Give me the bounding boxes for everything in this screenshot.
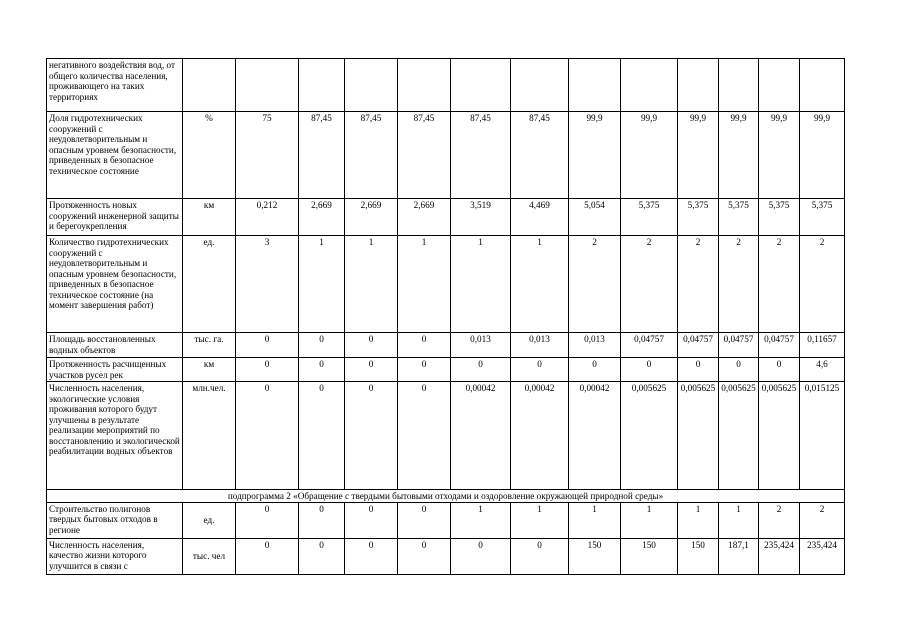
value-cell: 0,04757 xyxy=(621,333,678,358)
value-cell: 1 xyxy=(569,502,621,538)
indicator-unit: % xyxy=(183,112,236,199)
value-cell: 5,054 xyxy=(569,199,621,236)
value-cell: 0 xyxy=(299,358,345,382)
value-cell: 0,005625 xyxy=(621,382,678,490)
value-cell: 0 xyxy=(236,358,299,382)
value-cell: 0,005625 xyxy=(678,382,719,490)
value-cell: 0 xyxy=(759,358,800,382)
indicator-unit: ед. xyxy=(183,502,236,538)
value-cell xyxy=(569,59,621,112)
table-row xyxy=(47,236,845,333)
value-cell: 187,1 xyxy=(719,538,759,574)
value-cell: 87,45 xyxy=(451,112,511,199)
value-cell xyxy=(451,59,511,112)
value-cell: 0 xyxy=(236,333,299,358)
value-cell: 99,9 xyxy=(800,112,845,199)
value-cell: 0 xyxy=(299,502,345,538)
value-cell: 99,9 xyxy=(719,112,759,199)
indicator-name: Площадь восстановленных водных объектов xyxy=(47,333,183,358)
value-cell: 87,45 xyxy=(345,112,398,199)
value-cell: 0,04757 xyxy=(719,333,759,358)
value-cell: 0 xyxy=(451,538,511,574)
value-cell xyxy=(719,59,759,112)
value-cell: 0 xyxy=(511,358,569,382)
value-cell: 0 xyxy=(236,538,299,574)
value-cell: 0 xyxy=(345,333,398,358)
value-cell: 0 xyxy=(398,502,451,538)
value-cell: 0 xyxy=(236,502,299,538)
value-cell: 1 xyxy=(719,502,759,538)
value-cell: 99,9 xyxy=(569,112,621,199)
value-cell: 2 xyxy=(800,502,845,538)
value-cell xyxy=(236,59,299,112)
value-cell: 0,00042 xyxy=(569,382,621,490)
value-cell: 0,005625 xyxy=(719,382,759,490)
value-cell: 0 xyxy=(451,358,511,382)
value-cell: 87,45 xyxy=(398,112,451,199)
value-cell: 0,005625 xyxy=(759,382,800,490)
value-cell: 0 xyxy=(621,358,678,382)
value-cell: 0 xyxy=(398,538,451,574)
indicator-unit: тыс. чел xyxy=(183,538,236,574)
table-row xyxy=(47,199,845,236)
indicator-name: негативного воздействия вод, от общего количества населения, проживающего на таких территориях xyxy=(47,59,183,112)
value-cell: 0 xyxy=(678,358,719,382)
value-cell: 2 xyxy=(569,236,621,333)
indicator-name: Количество гидротехнических сооружений с неудовлетворительным и опасным уровнем безопасности, приведенных в безопасное техническое состояние (на момент завершения работ) xyxy=(47,236,183,333)
value-cell: 2 xyxy=(719,236,759,333)
value-cell: 5,375 xyxy=(621,199,678,236)
value-cell: 0,00042 xyxy=(511,382,569,490)
value-cell: 0,015125 xyxy=(800,382,845,490)
value-cell: 1 xyxy=(511,502,569,538)
value-cell: 1 xyxy=(398,236,451,333)
value-cell: 2 xyxy=(759,502,800,538)
value-cell: 0 xyxy=(345,358,398,382)
value-cell: 150 xyxy=(621,538,678,574)
subprogram-heading: подпрограмма 2 «Обращение с твердыми бытовыми отходами и оздоровление окружающей природной среды» xyxy=(47,490,845,503)
value-cell: 235,424 xyxy=(759,538,800,574)
value-cell: 0 xyxy=(398,333,451,358)
indicator-name: Численность населения, экологические условия проживания которого будут улучшены в результате реализации мероприятий по восстановлению и экологической реабилитации водных объектов xyxy=(47,382,183,490)
value-cell: 87,45 xyxy=(511,112,569,199)
value-cell: 0 xyxy=(511,538,569,574)
indicator-name: Протяженность расчищенных участков русел рек xyxy=(47,358,183,382)
value-cell: 0 xyxy=(398,382,451,490)
value-cell: 1 xyxy=(299,236,345,333)
indicator-unit: км xyxy=(183,199,236,236)
value-cell: 0,04757 xyxy=(759,333,800,358)
value-cell: 150 xyxy=(569,538,621,574)
value-cell: 0,04757 xyxy=(678,333,719,358)
value-cell xyxy=(299,59,345,112)
table-row xyxy=(47,382,845,490)
value-cell: 0 xyxy=(236,382,299,490)
indicators-table xyxy=(46,58,845,575)
value-cell: 1 xyxy=(511,236,569,333)
value-cell: 2 xyxy=(759,236,800,333)
value-cell xyxy=(800,59,845,112)
value-cell: 87,45 xyxy=(299,112,345,199)
value-cell xyxy=(678,59,719,112)
value-cell: 0 xyxy=(345,538,398,574)
value-cell xyxy=(511,59,569,112)
value-cell: 5,375 xyxy=(800,199,845,236)
value-cell: 4,6 xyxy=(800,358,845,382)
value-cell: 235,424 xyxy=(800,538,845,574)
table-row xyxy=(47,59,845,112)
table-row xyxy=(47,502,845,538)
value-cell: 3,519 xyxy=(451,199,511,236)
indicator-unit: км xyxy=(183,358,236,382)
table-row xyxy=(47,112,845,199)
indicator-name: Численность населения, качество жизни которого улучшится в связи с xyxy=(47,538,183,574)
value-cell: 4,469 xyxy=(511,199,569,236)
indicator-name: Строительство полигонов твердых бытовых отходов в регионе xyxy=(47,502,183,538)
value-cell: 0 xyxy=(299,382,345,490)
value-cell: 1 xyxy=(678,502,719,538)
value-cell: 2 xyxy=(678,236,719,333)
indicator-unit: млн.чел. xyxy=(183,382,236,490)
value-cell: 0,013 xyxy=(451,333,511,358)
indicator-name: Доля гидротехнических сооружений с неудовлетворительным и опасным уровнем безопасности, приведенных в безопасное техническое состояние xyxy=(47,112,183,199)
value-cell: 75 xyxy=(236,112,299,199)
value-cell: 0 xyxy=(345,502,398,538)
table-row xyxy=(47,333,845,358)
value-cell: 1 xyxy=(621,502,678,538)
value-cell: 0 xyxy=(569,358,621,382)
value-cell: 99,9 xyxy=(621,112,678,199)
indicator-unit xyxy=(183,59,236,112)
value-cell: 0 xyxy=(299,538,345,574)
indicator-unit: ед. xyxy=(183,236,236,333)
value-cell xyxy=(621,59,678,112)
value-cell: 150 xyxy=(678,538,719,574)
value-cell: 2 xyxy=(621,236,678,333)
value-cell: 1 xyxy=(451,502,511,538)
value-cell: 2,669 xyxy=(345,199,398,236)
value-cell: 5,375 xyxy=(719,199,759,236)
value-cell: 1 xyxy=(451,236,511,333)
table-row xyxy=(47,358,845,382)
value-cell: 2 xyxy=(800,236,845,333)
indicator-unit: тыс. га. xyxy=(183,333,236,358)
section-row xyxy=(47,490,845,503)
value-cell: 1 xyxy=(345,236,398,333)
value-cell: 99,9 xyxy=(759,112,800,199)
value-cell: 0,212 xyxy=(236,199,299,236)
value-cell: 0,013 xyxy=(511,333,569,358)
value-cell: 0 xyxy=(299,333,345,358)
value-cell: 2,669 xyxy=(398,199,451,236)
value-cell xyxy=(398,59,451,112)
indicator-name: Протяженность новых сооружений инженерной защиты и берегоукрепления xyxy=(47,199,183,236)
value-cell: 99,9 xyxy=(678,112,719,199)
table-row xyxy=(47,538,845,574)
value-cell: 3 xyxy=(236,236,299,333)
value-cell xyxy=(345,59,398,112)
value-cell: 0 xyxy=(719,358,759,382)
value-cell xyxy=(759,59,800,112)
value-cell: 0 xyxy=(398,358,451,382)
value-cell: 0 xyxy=(345,382,398,490)
value-cell: 0,00042 xyxy=(451,382,511,490)
value-cell: 5,375 xyxy=(759,199,800,236)
value-cell: 0,11657 xyxy=(800,333,845,358)
value-cell: 2,669 xyxy=(299,199,345,236)
value-cell: 5,375 xyxy=(678,199,719,236)
value-cell: 0,013 xyxy=(569,333,621,358)
